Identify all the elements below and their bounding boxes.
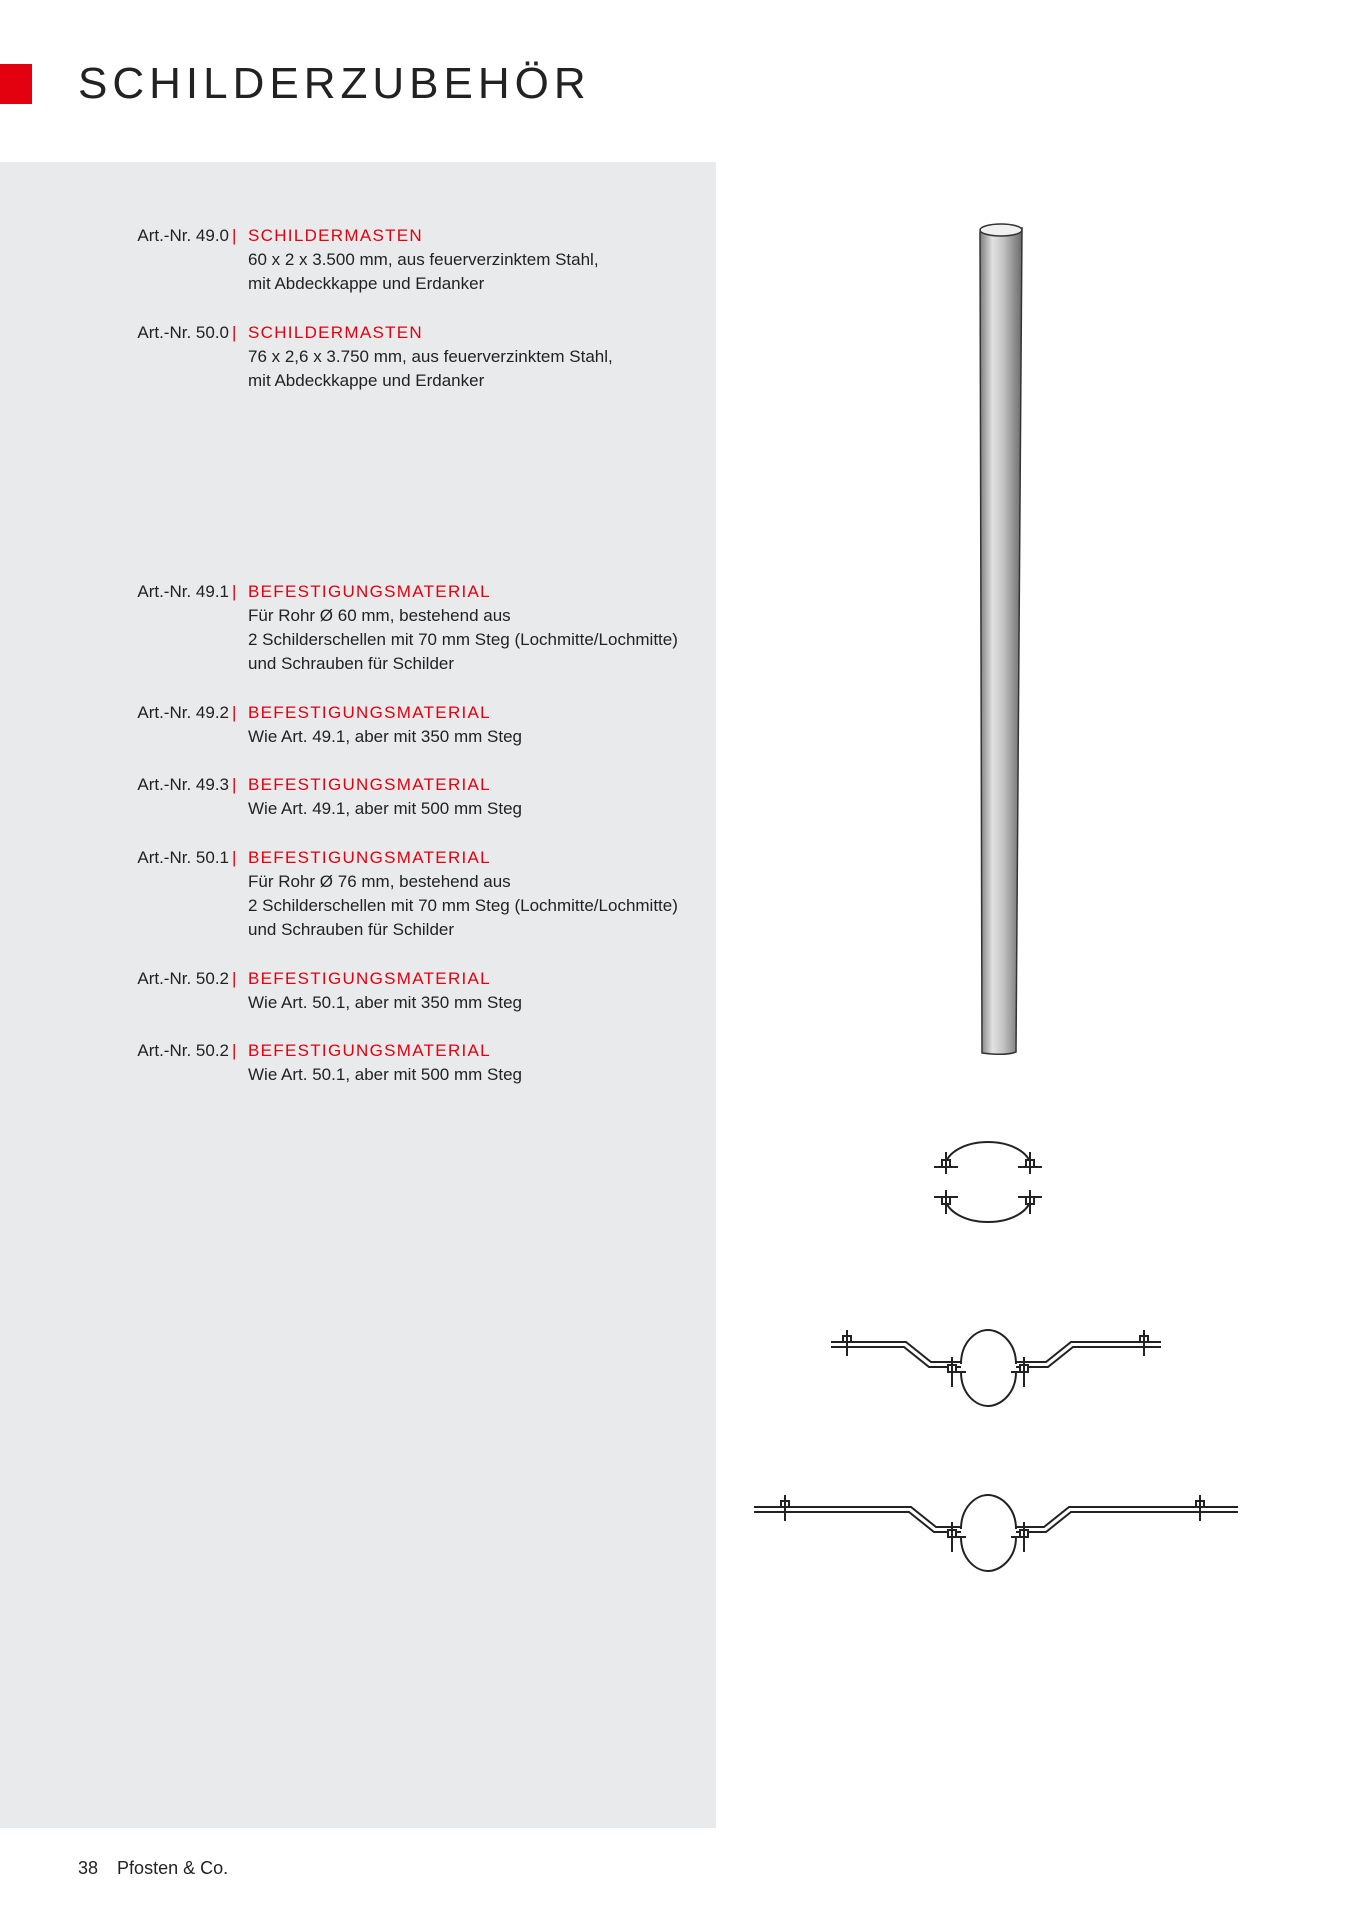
separator: |: [232, 226, 237, 245]
accent-square: [0, 64, 32, 104]
page-title: SCHILDERZUBEHÖR: [78, 59, 591, 108]
description: Für Rohr Ø 60 mm, bestehend aus 2 Schilderschellen mit 70 mm Steg (Lochmitte/Lochmitte) und Schrauben für Schilder: [248, 606, 678, 673]
article-number: Art.-Nr. 49.2: [137, 703, 229, 722]
category-label: BEFESTIGUNGSMATERIAL: [248, 1041, 491, 1060]
page-footer: [78, 1858, 228, 1879]
separator: |: [232, 848, 237, 867]
separator: |: [232, 1041, 237, 1060]
category-label: BEFESTIGUNGSMATERIAL: [248, 969, 491, 988]
pole-illustration: [980, 224, 1022, 1054]
article-number: Art.-Nr. 50.1: [137, 848, 229, 867]
article-number: Art.-Nr. 50.0: [137, 323, 229, 342]
publication-name: Pfosten & Co.: [117, 1858, 229, 1878]
category-label: BEFESTIGUNGSMATERIAL: [248, 775, 491, 794]
description: Wie Art. 50.1, aber mit 350 mm Steg: [248, 993, 523, 1012]
separator: |: [232, 582, 237, 601]
clamp-350mm-illustration: [831, 1330, 1161, 1406]
category-label: SCHILDERMASTEN: [248, 323, 424, 342]
separator: |: [232, 703, 237, 722]
article-number: Art.-Nr. 49.3: [137, 775, 229, 794]
category-label: SCHILDERMASTEN: [248, 226, 424, 245]
category-label: BEFESTIGUNGSMATERIAL: [248, 582, 491, 601]
article-number: Art.-Nr. 49.0: [137, 226, 229, 245]
description: Wie Art. 49.1, aber mit 500 mm Steg: [248, 799, 523, 818]
description: Wie Art. 50.1, aber mit 500 mm Steg: [248, 1065, 523, 1084]
description: 76 x 2,6 x 3.750 mm, aus feuerverzinktem Stahl, mit Abdeckkappe und Erdanker: [248, 347, 613, 390]
clamp-70mm-illustration: [934, 1142, 1042, 1222]
separator: |: [232, 969, 237, 988]
article-number: Art.-Nr. 50.2: [137, 969, 229, 988]
separator: |: [232, 323, 237, 342]
article-number: Art.-Nr. 50.2: [137, 1041, 229, 1060]
article-number: Art.-Nr. 49.1: [137, 582, 229, 601]
description: Wie Art. 49.1, aber mit 350 mm Steg: [248, 727, 523, 746]
separator: |: [232, 775, 237, 794]
page-number: 38: [78, 1858, 99, 1878]
product-list-panel: [0, 162, 716, 1828]
description: 60 x 2 x 3.500 mm, aus feuerverzinktem Stahl, mit Abdeckkappe und Erdanker: [248, 250, 599, 293]
category-label: BEFESTIGUNGSMATERIAL: [248, 703, 491, 722]
clamp-500mm-illustration: [754, 1495, 1238, 1571]
category-label: BEFESTIGUNGSMATERIAL: [248, 848, 491, 867]
description: Für Rohr Ø 76 mm, bestehend aus 2 Schilderschellen mit 70 mm Steg (Lochmitte/Lochmitte) und Schrauben für Schilder: [248, 872, 678, 939]
product-illustrations: [716, 162, 1358, 1612]
